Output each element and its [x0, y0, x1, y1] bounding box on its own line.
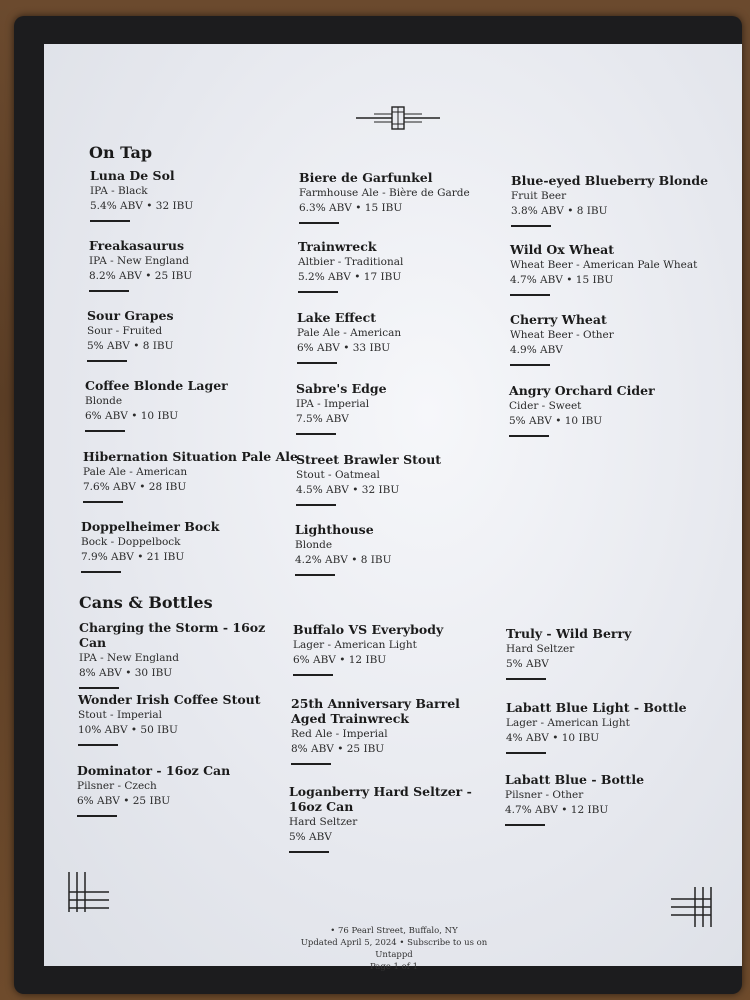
item-divider: [293, 674, 333, 676]
item-name: Truly - Wild Berry: [506, 626, 632, 641]
item-stats: 5% ABV: [506, 658, 549, 670]
menu-item: [78, 692, 288, 746]
menu-item: [90, 168, 295, 222]
cans-bottles-heading: Cans & Bottles: [79, 593, 213, 612]
item-stats: 4% ABV • 10 IBU: [506, 732, 600, 744]
item-style: Lager - American Light: [293, 639, 417, 651]
item-style: Wheat Beer - Other: [510, 329, 614, 341]
item-name: Cherry Wheat: [510, 312, 607, 327]
item-divider: [299, 222, 339, 224]
menu-footer: [294, 925, 494, 973]
item-style: Altbier - Traditional: [298, 256, 404, 268]
item-divider: [506, 752, 546, 754]
item-stats: 4.7% ABV • 12 IBU: [505, 804, 609, 816]
item-stats: 6% ABV • 12 IBU: [293, 654, 387, 666]
item-name: Doppelheimer Bock: [81, 519, 220, 534]
item-stats: 7.9% ABV • 21 IBU: [81, 551, 185, 563]
menu-item: [505, 772, 710, 826]
item-stats: 4.2% ABV • 8 IBU: [295, 554, 392, 566]
menu-item: [85, 378, 290, 432]
menu-item: [511, 173, 726, 227]
menu-item: [83, 449, 298, 503]
item-stats: 5% ABV • 8 IBU: [87, 340, 174, 352]
item-stats: 8.2% ABV • 25 IBU: [89, 270, 193, 282]
item-name: Hibernation Situation Pale Ale: [83, 449, 298, 464]
item-divider: [509, 435, 549, 437]
item-stats: 4.7% ABV • 15 IBU: [510, 274, 614, 286]
item-name: Buffalo VS Everybody: [293, 622, 444, 637]
item-divider: [83, 501, 123, 503]
item-name: Lake Effect: [297, 310, 376, 325]
menu-item: [510, 312, 715, 366]
item-stats: 5.4% ABV • 32 IBU: [90, 200, 194, 212]
item-style: Hard Seltzer: [289, 816, 358, 828]
item-style: Wheat Beer - American Pale Wheat: [510, 259, 698, 271]
menu-item: [510, 242, 725, 296]
item-name: 25th Anniversary Barrel Aged Trainwreck: [291, 696, 460, 726]
menu-item: [298, 239, 503, 293]
menu-item: [79, 620, 289, 689]
item-name: Loganberry Hard Seltzer - 16oz Can: [289, 784, 472, 814]
item-style: Pale Ale - American: [297, 327, 402, 339]
menu-item: [296, 452, 501, 506]
item-stats: 5% ABV • 10 IBU: [509, 415, 603, 427]
item-divider: [506, 678, 546, 680]
menu-item: [89, 238, 294, 292]
menu-item: [509, 383, 714, 437]
item-divider: [79, 687, 119, 689]
item-name: Biere de Garfunkel: [299, 170, 433, 185]
item-style: Cider - Sweet: [509, 400, 582, 412]
item-name: Street Brawler Stout: [296, 452, 442, 467]
item-style: IPA - Imperial: [296, 398, 370, 410]
item-name: Sour Grapes: [87, 308, 174, 323]
item-stats: 6% ABV • 10 IBU: [85, 410, 179, 422]
item-divider: [291, 763, 331, 765]
item-style: Pale Ale - American: [83, 466, 188, 478]
item-stats: 5.2% ABV • 17 IBU: [298, 271, 402, 283]
item-style: Lager - American Light: [506, 717, 630, 729]
menu-item: [297, 310, 502, 364]
item-name: Labatt Blue Light - Bottle: [506, 700, 687, 715]
item-stats: 10% ABV • 50 IBU: [78, 724, 178, 736]
menu-holder: [14, 16, 742, 994]
item-style: Pilsner - Other: [505, 789, 584, 801]
item-stats: 6% ABV • 25 IBU: [77, 795, 171, 807]
item-divider: [298, 291, 338, 293]
item-divider: [296, 504, 336, 506]
menu-item: [299, 170, 504, 224]
item-style: Hard Seltzer: [506, 643, 575, 655]
item-style: Blonde: [85, 395, 123, 407]
item-divider: [90, 220, 130, 222]
footer-updated: Updated April 5, 2024 • Subscribe to us on Untappd: [300, 938, 488, 960]
item-style: Sour - Fruited: [87, 325, 163, 337]
item-style: IPA - New England: [79, 652, 180, 664]
item-name: Sabre's Edge: [296, 381, 387, 396]
item-name: Blue-eyed Blueberry Blonde: [511, 173, 709, 188]
item-style: Fruit Beer: [511, 190, 567, 202]
item-name: Lighthouse: [295, 522, 374, 537]
menu-page: [44, 44, 742, 972]
item-style: Stout - Imperial: [78, 709, 162, 721]
menu-item: [291, 696, 481, 765]
menu-item: [506, 700, 711, 754]
menu-item: [506, 626, 711, 680]
footer-page-number: Page 1 of 1: [369, 962, 419, 972]
menu-item: [295, 522, 500, 576]
item-divider: [85, 430, 125, 432]
item-divider: [511, 225, 551, 227]
item-name: Luna De Sol: [90, 168, 175, 183]
grid-lines-icon: [669, 885, 713, 929]
grid-lines-icon: [67, 870, 111, 914]
item-divider: [81, 571, 121, 573]
item-divider: [78, 744, 118, 746]
item-stats: 8% ABV • 30 IBU: [79, 667, 173, 679]
item-divider: [296, 433, 336, 435]
item-divider: [510, 294, 550, 296]
item-stats: 6.3% ABV • 15 IBU: [299, 202, 403, 214]
menu-item: [87, 308, 292, 362]
item-stats: 7.6% ABV • 28 IBU: [83, 481, 187, 493]
item-divider: [295, 574, 335, 576]
item-style: Blonde: [295, 539, 333, 551]
menu-item: [81, 519, 286, 573]
item-divider: [510, 364, 550, 366]
item-divider: [89, 290, 129, 292]
item-style: Red Ale - Imperial: [291, 728, 388, 740]
art-deco-logo-icon: [356, 106, 440, 130]
item-stats: 4.5% ABV • 32 IBU: [296, 484, 400, 496]
footer-address: • 76 Pearl Street, Buffalo, NY: [330, 926, 458, 936]
item-style: Pilsner - Czech: [77, 780, 157, 792]
item-name: Labatt Blue - Bottle: [505, 772, 645, 787]
item-style: Farmhouse Ale - Bière de Garde: [299, 187, 470, 199]
item-divider: [289, 851, 329, 853]
item-style: IPA - New England: [89, 255, 190, 267]
item-divider: [505, 824, 545, 826]
item-name: Wonder Irish Coffee Stout: [78, 692, 261, 707]
item-stats: 3.8% ABV • 8 IBU: [511, 205, 608, 217]
item-name: Dominator - 16oz Can: [77, 763, 231, 778]
item-stats: 5% ABV: [289, 831, 332, 843]
item-stats: 8% ABV • 25 IBU: [291, 743, 385, 755]
on-tap-heading: On Tap: [89, 143, 153, 162]
item-divider: [297, 362, 337, 364]
item-stats: 6% ABV • 33 IBU: [297, 342, 391, 354]
item-name: Wild Ox Wheat: [510, 242, 615, 257]
menu-item: [289, 784, 484, 853]
item-stats: 4.9% ABV: [510, 344, 563, 356]
menu-item: [77, 763, 282, 817]
item-name: Trainwreck: [298, 239, 377, 254]
item-stats: 7.5% ABV: [296, 413, 349, 425]
item-name: Freakasaurus: [89, 238, 184, 253]
item-style: Stout - Oatmeal: [296, 469, 380, 481]
menu-item: [296, 381, 501, 435]
item-style: IPA - Black: [90, 185, 148, 197]
item-name: Charging the Storm - 16oz Can: [79, 620, 266, 650]
item-divider: [77, 815, 117, 817]
item-divider: [87, 360, 127, 362]
item-name: Angry Orchard Cider: [509, 383, 655, 398]
menu-item: [293, 622, 498, 676]
item-name: Coffee Blonde Lager: [85, 378, 228, 393]
item-style: Bock - Doppelbock: [81, 536, 181, 548]
